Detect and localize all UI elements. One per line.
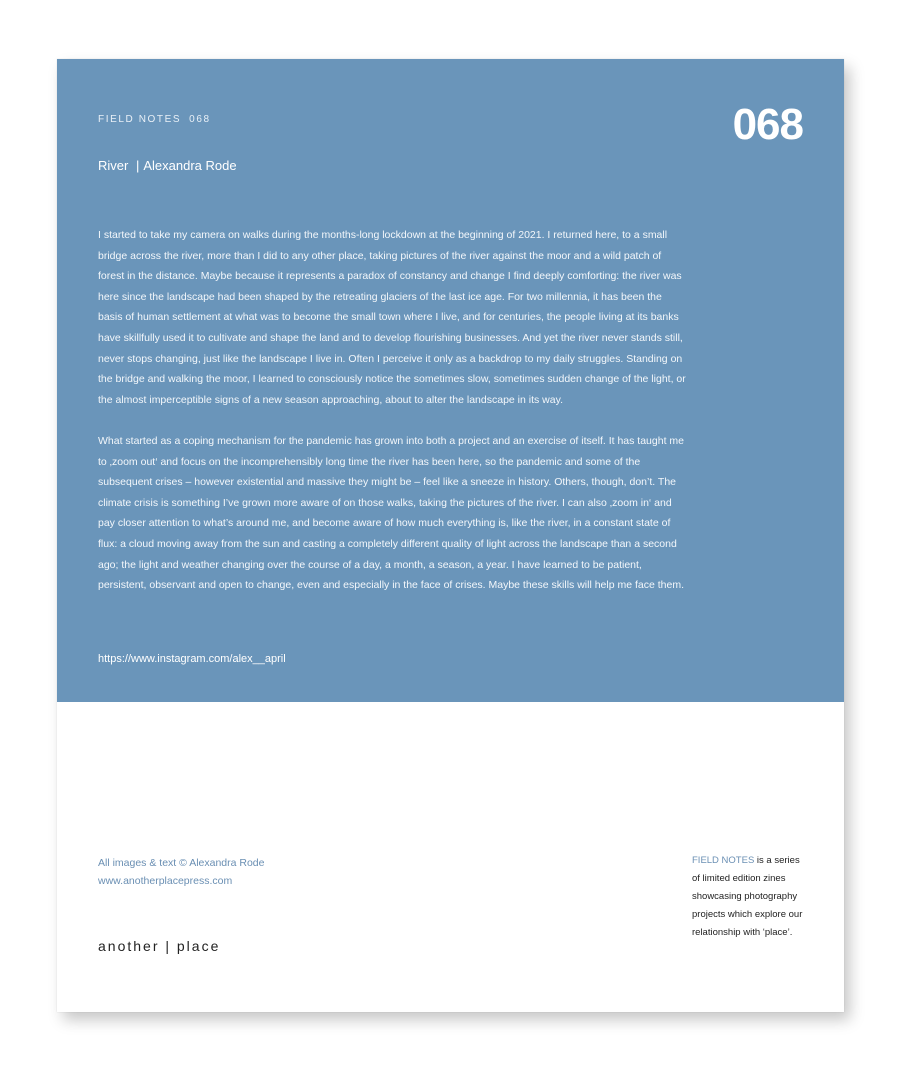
essay-paragraph-2: What started as a coping mechanism for the pandemic has grown into both a project and an exercise of itself. It has taught me to ‚zoom out‘ and focus on the incomprehensibly long time the river has been here, so the pandemic and some of the subsequent crises – however existential and massive they might be – feel like a sneeze in history. Others, though, don’t. The climate crisis is something I’ve grown more aware of on those walks, taking the pictures of the river. I can also ‚zoom in‘ and pay closer attention to what’s around me, and become aware of how much everything is, like the river, in a constant state of flux: a cloud moving away from the sun and casting a completely different quality of light across the landscape than a second ago; the light and weather changing over the course of a day, a month, a season, a year. I have learned to be patient, persistent, observant and open to change, even and especially in the face of crises. Maybe these skills will help me face them.	[98, 434, 684, 592]
blurb-highlight: FIELD NOTES	[692, 855, 755, 866]
series-issue: 068	[189, 114, 211, 125]
credits	[98, 854, 265, 890]
issue-number: 068	[732, 100, 803, 149]
brand-wordmark: another | place	[98, 938, 221, 954]
zine-page	[57, 59, 844, 1012]
project-title: River	[98, 158, 129, 173]
instagram-link[interactable]: https://www.instagram.com/alex__april	[98, 653, 286, 665]
series-label	[98, 114, 211, 125]
essay-paragraph-1: I started to take my camera on walks during the months-long lockdown at the beginning of 2021. I returned here, to a small bridge across the river, more than I did to any other place, taking pictures of the river against the moor and a wild patch of forest in the distance. Maybe because it represents a paradox of constancy and change I find deeply comforting: the river was here since the landscape had been shaped by the retreating glaciers of the last ice age. For two millennia, it has been the basis of human settlement at what was to become the small town where I live, and for centuries, the people living at its banks have skillfully used it to cultivate and shape the land and to develop flourishing businesses. And yet the river never stands still, never stops changing, just like the landscape I live in. Often I perceive it only as a backdrop to my daily struggles. Standing on the bridge and walking the moor, I learned to consciously notice the sometimes slow, sometimes sudden change of the light, or the almost imperceptible signs of a new season approaching, about to alter the landscape in its way.	[98, 229, 686, 406]
blurb-line-4: projects which explore our	[692, 909, 803, 920]
author-name: Alexandra Rode	[143, 158, 237, 173]
blurb-line-2: of limited edition zines	[692, 873, 786, 884]
blurb-line-5: relationship with ‘place’.	[692, 927, 793, 938]
blurb-line-1	[692, 852, 817, 870]
essay-body	[98, 225, 688, 616]
blue-text-panel	[57, 59, 844, 702]
blurb-line-1-rest: is a series	[754, 855, 800, 866]
copyright-line: All images & text © Alexandra Rode	[98, 857, 265, 869]
title-line	[98, 158, 237, 173]
website-link[interactable]: www.anotherplacepress.com	[98, 875, 233, 887]
blurb-line-3: showcasing photography	[692, 891, 798, 902]
title-separator: |	[135, 158, 140, 173]
series-name: FIELD NOTES	[98, 114, 182, 125]
series-blurb	[692, 852, 817, 942]
